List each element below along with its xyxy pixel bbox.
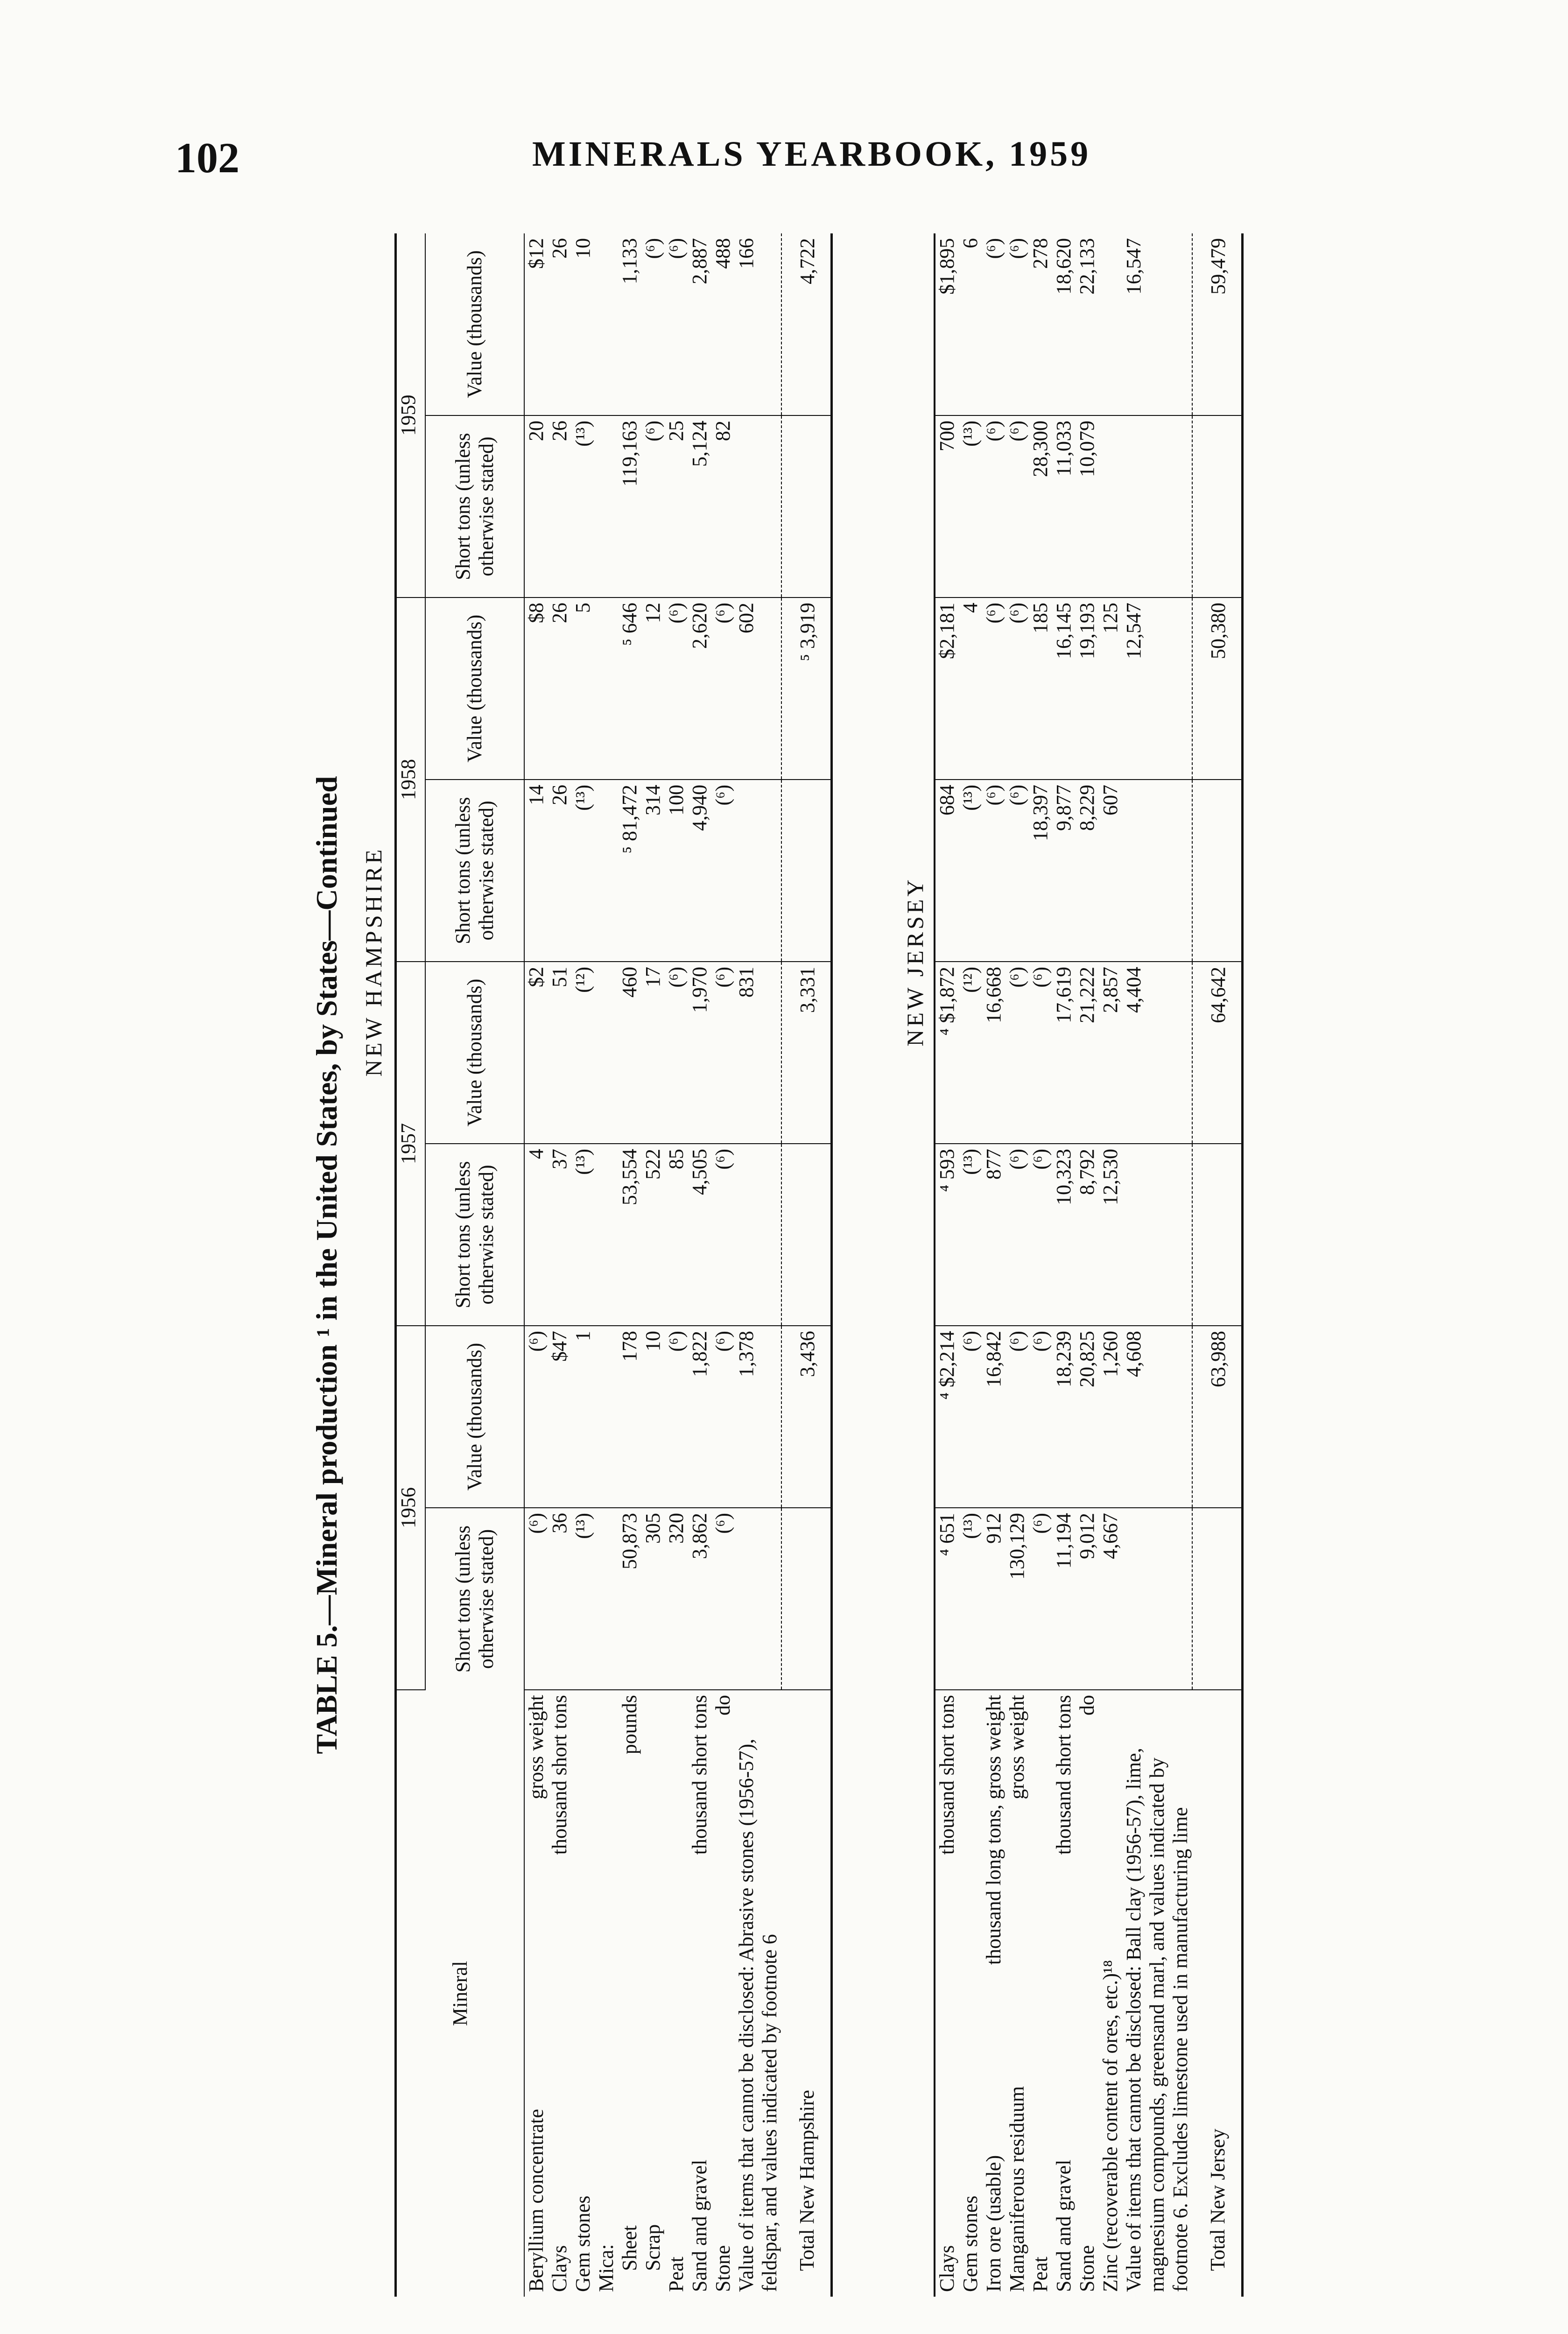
quantity-cell: 10,079 — [1076, 415, 1099, 598]
value-cell: ⁴ $2,214 — [935, 1326, 959, 1508]
quantity-cell: 36 — [548, 1508, 571, 1690]
value-cell: (⁶) — [711, 1326, 735, 1508]
mineral-label: Manganiferous residuum — [1005, 2086, 1028, 2292]
total-value-cell: 63,988 — [1192, 1326, 1243, 1508]
quantity-cell: 305 — [641, 1508, 665, 1690]
mineral-label: Value of items that cannot be disclosed: Abrasive stones (1956-57), feldspar, and values indicated by footnote 6 — [735, 1738, 781, 2292]
quantity-cell: 9,877 — [1052, 780, 1076, 962]
quantity-cell: 4 — [524, 1144, 548, 1326]
quantity-cell: (¹³) — [571, 1508, 595, 1690]
mineral-label: Clays — [935, 2245, 958, 2292]
new-hampshire-table — [394, 233, 833, 2297]
value-cell: (⁶) — [711, 962, 735, 1144]
mineral-cell — [1005, 1690, 1029, 2297]
value-cell: 125 — [1099, 598, 1122, 780]
mineral-cell — [1099, 1690, 1122, 2297]
table-title: TABLE 5.—Mineral production ¹ in the United States, by States—Continued — [310, 776, 343, 1754]
value-cell: 460 — [618, 962, 641, 1144]
table-row — [618, 233, 641, 2297]
value-cell: (⁶) — [665, 1326, 688, 1508]
quantity-cell: 12,530 — [1099, 1144, 1122, 1326]
quantity-cell: (⁶) — [1005, 780, 1029, 962]
value-cell: (⁶) — [959, 1326, 982, 1508]
header-quantity: Short tons (unless otherwise stated) — [425, 780, 524, 962]
value-cell: 5 — [571, 598, 595, 780]
table-row — [1076, 233, 1099, 2297]
value-cell: 2,857 — [1099, 962, 1122, 1144]
quantity-cell: ⁴ 593 — [935, 1144, 959, 1326]
table-row — [688, 233, 711, 2297]
value-cell: 26 — [548, 598, 571, 780]
quantity-cell: 37 — [548, 1144, 571, 1326]
quantity-cell: (⁶) — [1029, 1508, 1052, 1690]
value-cell: 22,133 — [1076, 233, 1099, 415]
quantity-cell: 10,323 — [1052, 1144, 1076, 1326]
mineral-label: Zinc (recoverable content of ores, etc.)¹⁸ — [1099, 1960, 1122, 2292]
quantity-cell: 26 — [548, 415, 571, 598]
quantity-cell — [735, 415, 781, 598]
quantity-cell: 607 — [1099, 780, 1122, 962]
quantity-cell: (¹³) — [959, 1508, 982, 1690]
value-cell: 20,825 — [1076, 1326, 1099, 1508]
total-quantity-cell — [781, 1144, 832, 1326]
quantity-cell — [595, 780, 618, 962]
table-row — [1005, 233, 1029, 2297]
value-cell: (⁶) — [665, 233, 688, 415]
quantity-cell: 8,229 — [1076, 780, 1099, 962]
unit-label: gross weight — [1005, 1695, 1028, 1800]
table-row — [595, 233, 618, 2297]
quantity-cell: 700 — [935, 415, 959, 598]
quantity-cell: 4,505 — [688, 1144, 711, 1326]
total-label: Total New Jersey — [1206, 2129, 1229, 2271]
quantity-cell: (¹³) — [571, 780, 595, 962]
quantity-cell — [735, 780, 781, 962]
value-cell: ⁵ 646 — [618, 598, 641, 780]
value-cell: 10 — [641, 1326, 665, 1508]
mineral-label: Sheet — [618, 2225, 641, 2271]
value-cell: 1,260 — [1099, 1326, 1122, 1508]
total-quantity-cell — [1192, 1508, 1243, 1690]
quantity-cell: 28,300 — [1029, 415, 1052, 598]
unit-label: thousand short tons — [935, 1695, 958, 1855]
mineral-label: Beryllium concentrate — [525, 2109, 548, 2292]
quantity-cell: 8,792 — [1076, 1144, 1099, 1326]
value-cell: 2,887 — [688, 233, 711, 415]
value-cell: (⁶) — [1029, 1326, 1052, 1508]
value-cell: 1,133 — [618, 233, 641, 415]
total-label: Total New Hampshire — [781, 1690, 832, 2297]
value-cell: (¹²) — [571, 962, 595, 1144]
total-value-cell: ⁵ 3,919 — [781, 598, 832, 780]
header-value: Value (thousands) — [425, 233, 524, 415]
value-cell: 17 — [641, 962, 665, 1144]
quantity-cell: 684 — [935, 780, 959, 962]
header-value: Value (thousands) — [425, 962, 524, 1144]
value-cell: (⁶) — [665, 598, 688, 780]
mineral-label: Gem stones — [571, 2195, 594, 2292]
header-quantity: Short tons (unless otherwise stated) — [425, 415, 524, 598]
value-cell: ⁴ $1,872 — [935, 962, 959, 1144]
quantity-cell: 119,163 — [618, 415, 641, 598]
quantity-cell: 9,012 — [1076, 1508, 1099, 1690]
value-cell: 1,822 — [688, 1326, 711, 1508]
table-row — [1099, 233, 1122, 2297]
value-cell: 1,378 — [735, 1326, 781, 1508]
mineral-label: Clays — [548, 2245, 571, 2292]
mineral-cell — [935, 1690, 959, 2297]
mineral-label: Sand and gravel — [1052, 2159, 1075, 2292]
mineral-label: Scrap — [641, 2224, 664, 2271]
mineral-cell — [959, 1690, 982, 2297]
value-cell: 178 — [618, 1326, 641, 1508]
quantity-cell: 53,554 — [618, 1144, 641, 1326]
quantity-cell: 14 — [524, 780, 548, 962]
new-hampshire-rows — [524, 233, 832, 2297]
mineral-cell — [641, 1690, 665, 2297]
quantity-cell — [1122, 1144, 1192, 1326]
quantity-cell — [595, 415, 618, 598]
total-value-cell: 4,722 — [781, 233, 832, 415]
value-cell — [595, 233, 618, 415]
table-row — [641, 233, 665, 2297]
mineral-cell — [618, 1690, 641, 2297]
header-quantity: Short tons (unless otherwise stated) — [425, 1144, 524, 1326]
value-cell: 2,620 — [688, 598, 711, 780]
value-cell: 51 — [548, 962, 571, 1144]
value-cell: 17,619 — [1052, 962, 1076, 1144]
running-title: MINERALS YEARBOOK, 1959 — [532, 134, 1091, 174]
quantity-cell: 4,667 — [1099, 1508, 1122, 1690]
mineral-label: Stone — [711, 2245, 734, 2292]
total-value-cell: 3,436 — [781, 1326, 832, 1508]
mineral-cell — [735, 1690, 781, 2297]
quantity-cell: 11,194 — [1052, 1508, 1076, 1690]
header-year: 1956 — [396, 1326, 426, 1690]
value-cell: 16,145 — [1052, 598, 1076, 780]
value-cell: 19,193 — [1076, 598, 1099, 780]
quantity-cell — [1122, 780, 1192, 962]
quantity-cell: 11,033 — [1052, 415, 1076, 598]
quantity-cell: 4,940 — [688, 780, 711, 962]
value-cell: 16,842 — [982, 1326, 1005, 1508]
value-cell: (⁶) — [1005, 598, 1029, 780]
value-cell — [595, 962, 618, 1144]
value-cell: 12 — [641, 598, 665, 780]
mineral-label: Sand and gravel — [688, 2159, 711, 2292]
mineral-label: Value of items that cannot be disclosed: Ball clay (1956-57), lime, magnesium compounds, greensand marl, and values indicated by footnote 6. Excludes limestone used in manufacturing lime — [1122, 1748, 1192, 2292]
new-jersey-table — [934, 233, 1244, 2297]
quantity-cell — [1122, 1508, 1192, 1690]
unit-label: thousand short tons — [1052, 1695, 1075, 1855]
header-year: 1958 — [396, 598, 426, 962]
mineral-cell — [711, 1690, 735, 2297]
value-cell: 278 — [1029, 233, 1052, 415]
value-cell: 1 — [571, 1326, 595, 1508]
header-value: Value (thousands) — [425, 1326, 524, 1508]
unit-label: do — [1076, 1695, 1098, 1715]
table-row — [982, 233, 1005, 2297]
value-cell: (⁶) — [1005, 962, 1029, 1144]
quantity-cell: 20 — [524, 415, 548, 598]
value-cell: (⁶) — [982, 598, 1005, 780]
quantity-cell: (⁶) — [982, 415, 1005, 598]
header-quantity: Short tons (unless otherwise stated) — [425, 1508, 524, 1690]
mineral-label: Mica: — [595, 2244, 618, 2292]
quantity-cell: 3,862 — [688, 1508, 711, 1690]
value-cell: 6 — [959, 233, 982, 415]
mineral-cell — [1052, 1690, 1076, 2297]
unit-label: thousand long tons, gross weight — [982, 1695, 1005, 1965]
header-year: 1957 — [396, 962, 426, 1326]
total-value-cell: 3,331 — [781, 962, 832, 1144]
table-row — [735, 233, 781, 2297]
quantity-cell: (¹³) — [959, 415, 982, 598]
table-row — [524, 233, 548, 2297]
unit-label: pounds — [618, 1695, 641, 1755]
value-cell: (⁶) — [665, 962, 688, 1144]
page-number: 102 — [175, 134, 239, 182]
quantity-cell — [1122, 415, 1192, 598]
quantity-cell: 26 — [548, 780, 571, 962]
unit-label: do — [711, 1695, 734, 1715]
total-quantity-cell — [781, 415, 832, 598]
quantity-cell: (⁶) — [711, 780, 735, 962]
table-header — [396, 233, 525, 2297]
value-cell: 12,547 — [1122, 598, 1192, 780]
header-value: Value (thousands) — [425, 598, 524, 780]
quantity-cell: 522 — [641, 1144, 665, 1326]
value-cell: 166 — [735, 233, 781, 415]
mineral-cell — [982, 1690, 1005, 2297]
quantity-cell: (⁶) — [1005, 1144, 1029, 1326]
mineral-cell — [1029, 1690, 1052, 2297]
value-cell — [1099, 233, 1122, 415]
value-cell: 21,222 — [1076, 962, 1099, 1144]
value-cell: 602 — [735, 598, 781, 780]
state-heading-new-hampshire: NEW HAMPSHIRE — [360, 846, 387, 1077]
value-cell: (⁶) — [1029, 962, 1052, 1144]
value-cell — [595, 598, 618, 780]
quantity-cell: (⁶) — [982, 780, 1005, 962]
unit-label: thousand short tons — [688, 1695, 711, 1855]
mineral-label: Peat — [665, 2257, 688, 2292]
value-cell: 4,608 — [1122, 1326, 1192, 1508]
quantity-cell: 130,129 — [1005, 1508, 1029, 1690]
total-quantity-cell — [1192, 415, 1243, 598]
quantity-cell — [735, 1144, 781, 1326]
mineral-cell — [524, 1690, 548, 2297]
table-row — [1029, 233, 1052, 2297]
header-year: 1959 — [396, 233, 426, 598]
value-cell: 18,620 — [1052, 233, 1076, 415]
value-cell: 1,970 — [688, 962, 711, 1144]
quantity-cell: 320 — [665, 1508, 688, 1690]
mineral-cell — [1076, 1690, 1099, 2297]
quantity-cell: 18,397 — [1029, 780, 1052, 962]
table-row — [1052, 233, 1076, 2297]
mineral-cell — [688, 1690, 711, 2297]
quantity-cell: ⁵ 81,472 — [618, 780, 641, 962]
quantity-cell: 912 — [982, 1508, 1005, 1690]
quantity-cell: 5,124 — [688, 415, 711, 598]
total-quantity-cell — [781, 780, 832, 962]
quantity-cell: 85 — [665, 1144, 688, 1326]
value-cell: 10 — [571, 233, 595, 415]
table-row — [1122, 233, 1192, 2297]
mineral-cell — [595, 1690, 618, 2297]
quantity-cell — [1099, 415, 1122, 598]
quantity-cell: (⁶) — [1005, 415, 1029, 598]
table-row — [959, 233, 982, 2297]
state-heading-new-jersey: NEW JERSEY — [902, 877, 928, 1047]
total-value-cell: 50,380 — [1192, 598, 1243, 780]
quantity-cell — [595, 1508, 618, 1690]
quantity-cell: (¹³) — [959, 1144, 982, 1326]
table-row — [665, 233, 688, 2297]
total-quantity-cell — [1192, 780, 1243, 962]
mineral-cell — [548, 1690, 571, 2297]
value-cell: $2,181 — [935, 598, 959, 780]
value-cell: (⁶) — [1005, 233, 1029, 415]
total-row — [781, 233, 832, 2297]
quantity-cell: 82 — [711, 415, 735, 598]
value-cell: 16,547 — [1122, 233, 1192, 415]
mineral-cell — [571, 1690, 595, 2297]
value-cell: 831 — [735, 962, 781, 1144]
quantity-cell: (¹³) — [571, 415, 595, 598]
value-cell: (⁶) — [641, 233, 665, 415]
quantity-cell: 25 — [665, 415, 688, 598]
quantity-cell: (⁶) — [524, 1508, 548, 1690]
quantity-cell — [735, 1508, 781, 1690]
table-row — [711, 233, 735, 2297]
value-cell: 26 — [548, 233, 571, 415]
mineral-label: Iron ore (usable) — [982, 2155, 1005, 2292]
total-value-cell: 59,479 — [1192, 233, 1243, 415]
mineral-label: Gem stones — [959, 2195, 982, 2292]
value-cell: $12 — [524, 233, 548, 415]
value-cell: 18,239 — [1052, 1326, 1076, 1508]
quantity-cell — [595, 1144, 618, 1326]
total-quantity-cell — [781, 1508, 832, 1690]
rotated-table-area — [308, 233, 1438, 2297]
value-cell: $1,895 — [935, 233, 959, 415]
quantity-cell: 50,873 — [618, 1508, 641, 1690]
value-cell: $2 — [524, 962, 548, 1144]
value-cell: 185 — [1029, 598, 1052, 780]
mineral-cell — [1122, 1690, 1192, 2297]
header-mineral: Mineral — [396, 1690, 525, 2297]
quantity-cell: 100 — [665, 780, 688, 962]
value-cell: (⁶) — [982, 233, 1005, 415]
value-cell: (⁶) — [711, 598, 735, 780]
quantity-cell: 877 — [982, 1144, 1005, 1326]
value-cell: 4,404 — [1122, 962, 1192, 1144]
quantity-cell: ⁴ 651 — [935, 1508, 959, 1690]
quantity-cell: (⁶) — [711, 1144, 735, 1326]
total-value-cell: 64,642 — [1192, 962, 1243, 1144]
value-cell: 16,668 — [982, 962, 1005, 1144]
table-row — [548, 233, 571, 2297]
value-cell: (⁶) — [524, 1326, 548, 1508]
total-row — [1192, 233, 1243, 2297]
table-row — [935, 233, 959, 2297]
quantity-cell: (⁶) — [641, 415, 665, 598]
mineral-label: Stone — [1076, 2245, 1098, 2292]
quantity-cell: (⁶) — [711, 1508, 735, 1690]
value-cell — [595, 1326, 618, 1508]
value-cell: $8 — [524, 598, 548, 780]
quantity-cell: 314 — [641, 780, 665, 962]
quantity-cell: (¹³) — [959, 780, 982, 962]
mineral-label: Peat — [1029, 2257, 1052, 2292]
mineral-cell — [665, 1690, 688, 2297]
total-quantity-cell — [1192, 1144, 1243, 1326]
table-row — [571, 233, 595, 2297]
unit-label: gross weight — [525, 1695, 548, 1800]
quantity-cell: (⁶) — [1029, 1144, 1052, 1326]
unit-label: thousand short tons — [548, 1695, 571, 1855]
value-cell: 488 — [711, 233, 735, 415]
value-cell: 4 — [959, 598, 982, 780]
quantity-cell: (¹³) — [571, 1144, 595, 1326]
value-cell: (⁶) — [1005, 1326, 1029, 1508]
value-cell: (¹²) — [959, 962, 982, 1144]
new-jersey-rows — [935, 233, 1243, 2297]
value-cell: $47 — [548, 1326, 571, 1508]
